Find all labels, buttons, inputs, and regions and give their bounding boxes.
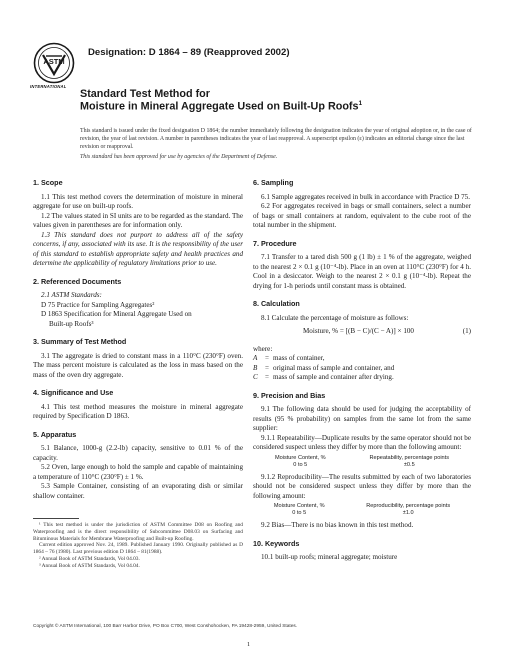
table-cell: ±1.0 — [402, 510, 414, 516]
var-symbol: A — [253, 354, 258, 362]
where-label: where: — [253, 344, 273, 353]
section-heading: 10. Keywords — [253, 538, 300, 548]
footnote-divider — [33, 518, 79, 519]
section-heading: 7. Procedure — [253, 238, 297, 248]
paragraph: 8.1 Calculate the percentage of moisture as follows: — [261, 313, 409, 322]
right-column — [253, 178, 471, 563]
section-heading: 2. Referenced Documents — [33, 276, 122, 286]
astm-logo — [33, 42, 75, 84]
section-heading: 3. Summary of Test Method — [33, 337, 127, 346]
paragraph: 6.2 For aggregates received in bags or small containers, select a number of bags or small containers at random, equivalent to the cube root of the total number in the shipment. — [253, 202, 471, 229]
page-title — [80, 100, 362, 113]
section-heading: 1. Scope — [33, 178, 63, 187]
paragraph: 7.1 Transfer to a tared dish 500 g (1 lb) ± 1 % of the aggregate, weighed to the nearest 2 × 0.1 g (10⁻⁴-lb). Place in an oven at 110°C (230°F) for 4 h. Cool in a desiccator. Weigh to the nearest 2 × 0.1 g (10⁻⁴-lb). Repeat the drying for 1-h periods until constant mass is obtained. — [253, 253, 471, 290]
table-header: Moisture Content, % — [273, 503, 325, 509]
var-definition: mass of sample and container after drying. — [273, 373, 394, 381]
reproducibility-table — [253, 503, 471, 517]
approval-notice: This standard has been approved for use by agencies of the Department of Defense. — [80, 154, 278, 160]
section-heading: 6. Sampling — [253, 178, 294, 187]
paragraph: 5.3 Sample Container, consisting of an evaporating dish or similar shallow container. — [33, 482, 243, 500]
footnote: Current edition approved Nov. 24, 1989. Published January 1990. Originally published as D 1864 – 76 (1980). Last previous edition D 1864 – 81(1988). — [33, 542, 243, 556]
paragraph: 5.2 Oven, large enough to hold the sample and capable of maintaining a temperature of 110°C (230°F) ± 1 %. — [33, 463, 243, 481]
reference-item: D 1863 Specification for Mineral Aggregate Used on — [41, 310, 192, 318]
footnotes — [33, 522, 243, 570]
footnote: ¹ This test method is under the jurisdiction of ASTM Committee D08 on Roofing and Waterproofing and is the direct responsibility of Subcommittee D08.03 on Surfacing and Bituminous Materials for Membrane Waterproofing and Built-up Roofing. — [33, 522, 243, 542]
copyright-notice: Copyright © ASTM International, 100 Barr Harbor Drive, PO Box C700, West Conshohocken, PA 19428-2959, United States. — [33, 624, 298, 629]
var-symbol: B — [253, 363, 258, 372]
paragraph: 2.1 ASTM Standards: — [41, 291, 102, 299]
paragraph: 3.1 The aggregate is dried to constant mass in a 110°C (230°F) oven. The mass percent moisture is calculated as the loss in mass based on the mass of the oven dry aggregate. — [33, 351, 243, 379]
logo-subtitle: INTERNATIONAL — [30, 84, 67, 89]
title-line-2: Moisture in Mineral Aggregate Used on Built-Up Roofs — [80, 100, 359, 113]
table-cell: 0 to 5 — [293, 461, 308, 468]
title-footnote-mark: 1 — [358, 100, 363, 107]
paragraph: 9.1.2 Reproducibility—The results submitted by each of two laboratories should not be considered suspect unless they differ by more than the following amount: — [253, 472, 471, 500]
reference-item: D 75 Practice for Sampling Aggregates² — [41, 300, 155, 309]
paragraph: 1.3 This standard does not purport to address all of the safety concerns, if any, associated with its use. It is the responsibility of the user of this standard to establish appropriate safety and health practices and determine the applicability of regulatory limitations prior to use. — [33, 230, 243, 267]
reference-item-cont: Built-up Roofs³ — [49, 319, 94, 328]
table-header: Repeatability, percentage points — [369, 454, 450, 461]
section-heading: 5. Apparatus — [33, 429, 77, 439]
footnote: ³ Annual Book of ASTM Standards, Vol 04.04. — [39, 562, 140, 569]
paragraph: 10.1 built-up roofs; mineral aggregate; moisture — [261, 553, 398, 561]
paragraph: 4.1 This test method measures the moisture in mineral aggregate required by Specification D 1863. — [33, 402, 243, 420]
paragraph: 5.1 Balance, 1000-g (2.2-lb) capacity, sensitive to 0.01 % of the capacity. — [33, 444, 243, 462]
standard-notice: This standard is issued under the fixed designation D 1864; the number immediately following the designation indicates the year of original adoption or, in the case of revision, the year of last revision. A number in parentheses indicates the year of last reapproval. A superscript epsilon (ε) indicates an editorial change since the last revision or reapproval. — [80, 128, 472, 150]
equation-number: (1) — [462, 327, 471, 335]
table-header: Reproducibility, percentage points — [366, 503, 451, 509]
var-definition: original mass of sample and container, and — [273, 363, 395, 372]
paragraph: 6.1 Sample aggregates received in bulk in accordance with Practice D 75. — [261, 192, 470, 201]
paragraph: 1.2 The values stated in SI units are to be regarded as the standard. The values given in parentheses are for information only. — [33, 211, 243, 229]
equation — [253, 327, 471, 337]
paragraph: 1.1 This test method covers the determination of moisture in mineral aggregate for use on built-up roofs. — [33, 192, 243, 210]
left-column — [33, 178, 243, 501]
svg-text:ASTM: ASTM — [43, 57, 65, 66]
var-symbol: C — [253, 373, 258, 381]
section-heading: 4. Significance and Use — [33, 388, 114, 397]
footnote: ² Annual Book of ASTM Standards, Vol 04.03. — [39, 555, 140, 562]
designation: Designation: D 1864 – 89 (Reapproved 2002) — [88, 47, 290, 58]
table-cell: ±0.5 — [403, 461, 415, 468]
var-definition: mass of container, — [273, 354, 325, 362]
paragraph: 9.2 Bias—There is no bias known in this test method. — [261, 521, 414, 529]
table-header: Moisture Content, % — [274, 454, 326, 461]
paragraph: 9.1.1 Repeatability—Duplicate results by the same operator should not be considered suspect unless they differ by more than the following amount: — [253, 433, 471, 451]
page-number: 1 — [247, 641, 251, 648]
equation-body: Moisture, % = [(B − C)/(C − A)] × 100 — [303, 327, 414, 335]
repeatability-table — [253, 455, 471, 469]
table-cell: 0 to 5 — [292, 510, 307, 516]
section-heading: 8. Calculation — [253, 299, 300, 308]
paragraph: 9.1 The following data should be used for judging the acceptability of results (95 % probability) on samples from the same lot from the same supplier: — [253, 405, 471, 432]
title-line-1: Standard Test Method for — [80, 88, 210, 100]
section-heading: 9. Precision and Bias — [253, 390, 326, 400]
variable-definitions: A = mass of container, B = original mass of sample and container, and C = mass of sample and container after drying. — [253, 354, 395, 381]
